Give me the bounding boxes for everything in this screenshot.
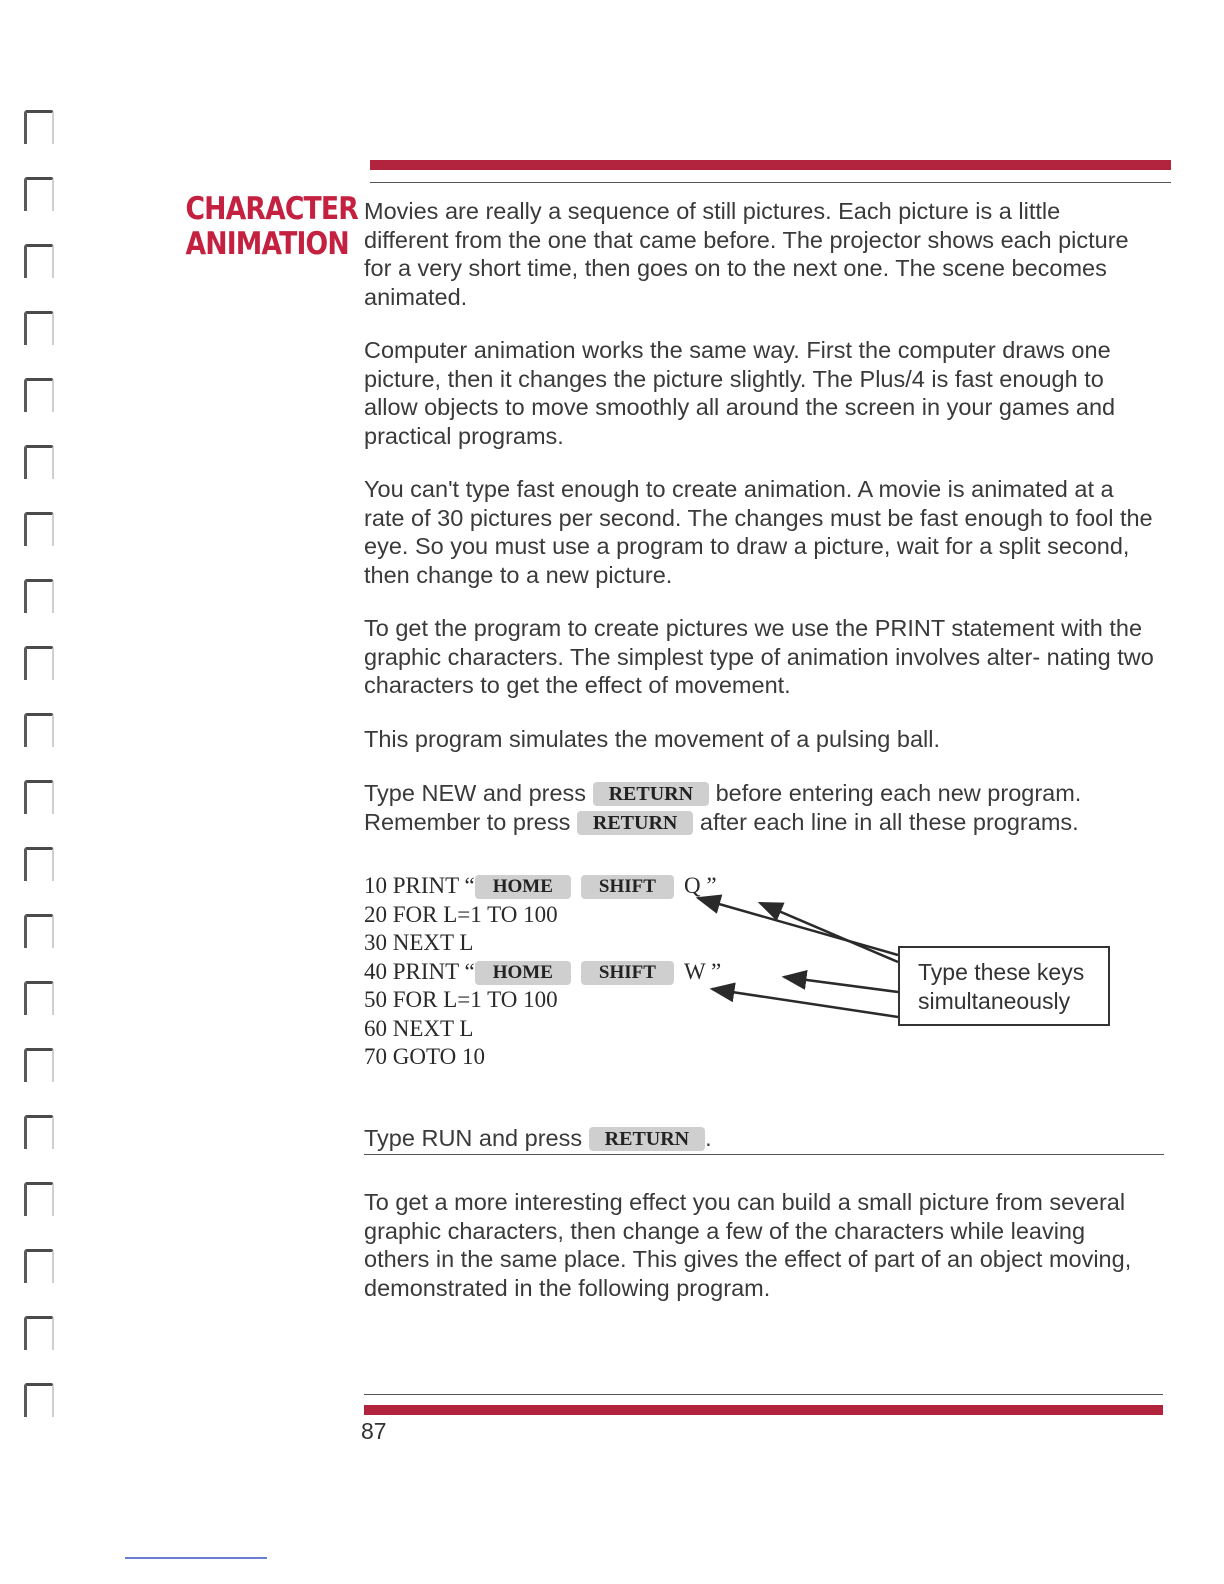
shift-key: SHIFT — [581, 875, 674, 899]
callout-line-1: Type these keys — [918, 959, 1085, 985]
code-text: 40 PRINT “ — [364, 958, 475, 984]
arrow-to-q — [760, 903, 898, 962]
code-line-20: 20 FOR L=1 TO 100 — [364, 901, 558, 927]
arrow-to-w — [784, 977, 898, 992]
run-divider-rule — [364, 1154, 1164, 1155]
shift-key: SHIFT — [581, 961, 674, 985]
paragraph-interesting-effect: To get a more interesting effect you can build a small picture from several graphic characters, then change a few of the characters while leaving others in the same place. This gives the effect of part of an object moving, demonstrated in the following program. — [364, 1189, 1132, 1301]
bottom-thin-rule — [364, 1394, 1163, 1395]
paragraph-type-run — [364, 1124, 1164, 1153]
code-text: Q ” — [683, 873, 717, 898]
code-line-70: 70 GOTO 10 — [364, 1044, 485, 1069]
remember-text-after: after each line in all these programs. — [699, 808, 1079, 835]
code-line-60: 60 NEXT L — [364, 1015, 474, 1041]
callout-line-2: simultaneously — [918, 988, 1071, 1014]
callout-box — [898, 946, 1110, 1026]
heading-line-1: CHARACTER — [185, 191, 358, 227]
code-line-30: 30 NEXT L — [364, 930, 474, 955]
paragraph-pulsing-ball: This program simulates the movement of a pulsing ball. — [364, 726, 941, 752]
type-run-text: Type RUN and press — [364, 1125, 583, 1151]
home-key: HOME — [475, 875, 571, 899]
remember-text: Remember to press — [364, 808, 571, 835]
arrow-to-shift-1 — [698, 898, 898, 955]
paragraph-movies: Movies are really a sequence of still pictures. Each picture is a little different from the one that came before. The projector shows each picture for a very short time, then goes on to the next one. The scene becomes animated. — [364, 198, 1129, 310]
type-new-text: Type NEW and press — [364, 780, 587, 806]
bottom-accent-rule — [364, 1405, 1163, 1415]
footer-underline — [125, 1557, 267, 1559]
paragraph-typing-speed: You can't type fast enough to create animation. A movie is animated at a rate of 30 pictures per second. The changes must be fast enough to fool the eye. So you must use a program to draw a picture, wait for a split second, then change to a new picture. — [364, 476, 1153, 588]
code-line-50: 50 FOR L=1 TO 100 — [364, 987, 558, 1012]
code-text: 10 PRINT “ — [364, 873, 475, 898]
return-key: RETURN — [577, 811, 693, 835]
heading-line-2: ANIMATION — [185, 226, 349, 262]
paragraph-print-statement: To get the program to create pictures we use the PRINT statement with the graphic characters. The simplest type of animation involves alter- nating two characters to get the effect of movement. — [364, 615, 1154, 698]
code-text: W ” — [683, 958, 722, 984]
return-key: RETURN — [589, 1127, 705, 1151]
type-run-period: . — [705, 1125, 712, 1151]
arrow-to-shift-2 — [712, 989, 898, 1017]
return-key: RETURN — [593, 782, 709, 806]
type-new-text-after: before entering each new program. — [715, 780, 1082, 806]
home-key: HOME — [475, 961, 571, 985]
paragraph-computer-animation: Computer animation works the same way. First the computer draws one picture, then it changes the picture slightly. The Plus/4 is fast enough to allow objects to move smoothly all around the screen in your games and practical programs. — [364, 337, 1116, 449]
page-number: 87 — [361, 1418, 387, 1444]
